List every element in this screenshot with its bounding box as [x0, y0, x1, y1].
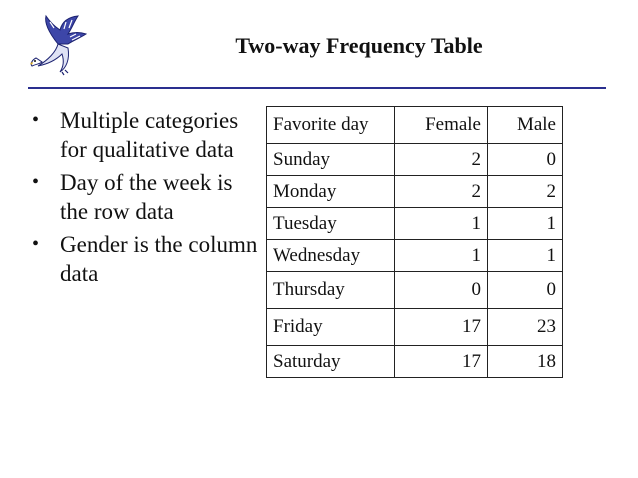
header-cell: Male: [488, 107, 563, 144]
female-count-cell: 0: [395, 272, 488, 309]
table-row: [267, 272, 563, 309]
bullet-item: [28, 230, 260, 288]
day-cell: Thursday: [267, 272, 395, 309]
bullet-text: Multiple categories for qualitative data: [60, 108, 239, 162]
female-count-cell: 2: [395, 144, 488, 176]
header-cell: Favorite day: [267, 107, 395, 144]
day-cell: Saturday: [267, 346, 395, 378]
bullet-text: Day of the week is the row data: [60, 170, 233, 224]
frequency-table: [266, 106, 563, 378]
female-count-cell: 1: [395, 208, 488, 240]
male-count-cell: 2: [488, 176, 563, 208]
day-cell: Sunday: [267, 144, 395, 176]
male-count-cell: 23: [488, 309, 563, 346]
title-divider: [28, 87, 606, 89]
table-row: [267, 144, 563, 176]
bullet-item: [28, 106, 260, 164]
day-cell: Tuesday: [267, 208, 395, 240]
female-count-cell: 17: [395, 309, 488, 346]
female-count-cell: 2: [395, 176, 488, 208]
table-header-row: [267, 107, 563, 144]
bullet-dot: •: [32, 233, 40, 255]
day-cell: Monday: [267, 176, 395, 208]
bullet-dot: •: [32, 171, 40, 193]
female-count-cell: 17: [395, 346, 488, 378]
male-count-cell: 1: [488, 208, 563, 240]
table-row: [267, 240, 563, 272]
table-row: [267, 346, 563, 378]
bullet-item: [28, 168, 260, 226]
header-cell: Female: [395, 107, 488, 144]
table-row: [267, 176, 563, 208]
female-count-cell: 1: [395, 240, 488, 272]
day-cell: Wednesday: [267, 240, 395, 272]
table-row: [267, 309, 563, 346]
male-count-cell: 0: [488, 144, 563, 176]
slide-title: Two-way Frequency Table: [235, 33, 483, 58]
bullet-dot: •: [32, 109, 40, 131]
eagle-logo-icon: [28, 14, 90, 76]
bullet-list: [28, 106, 260, 292]
bullet-text: Gender is the column data: [60, 232, 258, 286]
day-cell: Friday: [267, 309, 395, 346]
male-count-cell: 1: [488, 240, 563, 272]
male-count-cell: 0: [488, 272, 563, 309]
table-row: [267, 208, 563, 240]
male-count-cell: 18: [488, 346, 563, 378]
